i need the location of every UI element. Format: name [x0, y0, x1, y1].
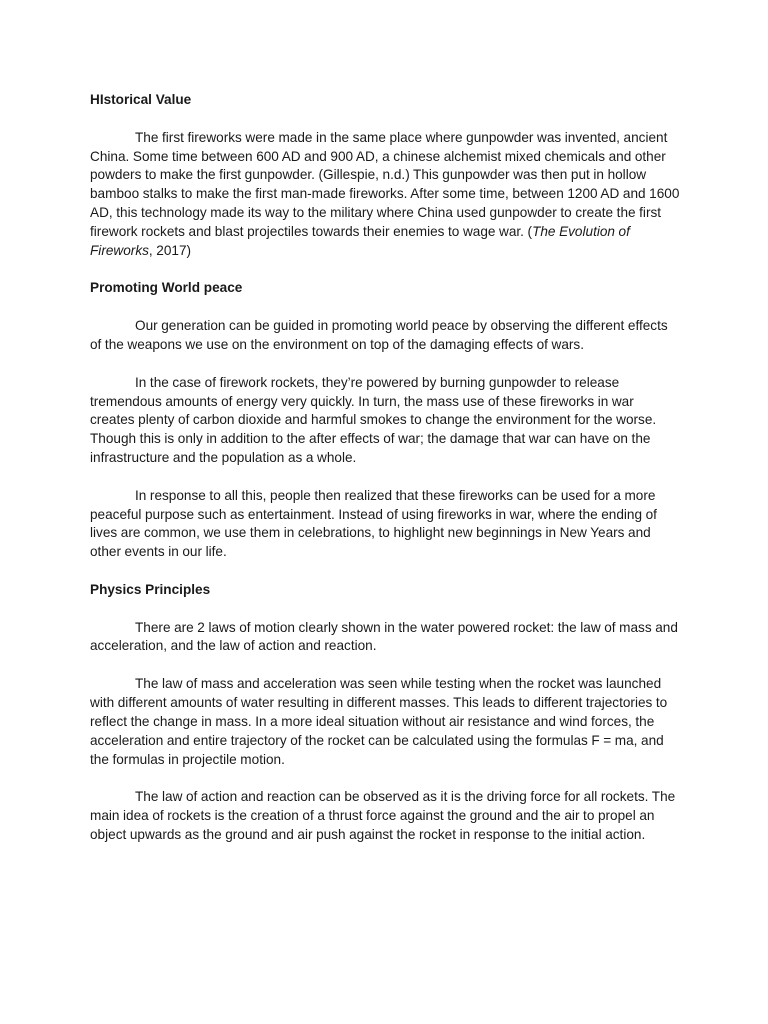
document-body — [90, 91, 680, 845]
section-heading-physics-principles: Physics Principles — [90, 581, 211, 597]
paragraph-mass-and-acceleration: The law of mass and acceleration was seen while testing when the rocket was launched with different amounts of water resulting in different masses. This leads to different trajectories to reflect the change in mass. In a more ideal situation without air resistance and wind forces, the acceleration and entire trajectory of the rocket can be calculated using the formulas F = ma, and the formulas in projectile motion. — [90, 676, 668, 767]
section-heading-promoting-world-peace: Promoting World peace — [90, 280, 243, 296]
paragraph-text: , 2017) — [148, 242, 192, 258]
paragraph-firework-rockets-in-war: In the case of firework rockets, they’re powered by burning gunpowder to release tremendous amounts of energy very quickly. In turn, the mass use of these fireworks in war creates plenty of carbon dioxide and harmful smokes to change the environment for the worse. Though this is only in addition to the after effects of war; the damage that war can have on the infrastructure and the population as a whole. — [90, 374, 657, 466]
citation-title: The Evolution of Fireworks — [90, 223, 630, 258]
paragraph-peaceful-purpose: In response to all this, people then realized that these fireworks can be used for a more peaceful purpose such as entertainment. Instead of using fireworks in war, where the ending of lives are common, we use them in celebrations, to highlight new beginnings in New Years and other events in our life. — [90, 487, 657, 560]
section-heading-historical-value: HIstorical Value — [90, 92, 192, 107]
paragraph-history-of-fireworks — [90, 129, 680, 261]
paragraph-text: The first fireworks were made in the same place where gunpowder was invented, ancient China. Some time between 600 AD and 900 AD, a chinese alchemist mixed chemicals and other powders to make the first gunpowder. (Gillespie, n.d.) This gunpowder was then put in hollow bamboo stalks to make the first man-made fireworks. After some time, between 1200 AD and 1600 AD, this technology made its way to the military where China used gunpowder to create the first firework rockets and blast projectiles towards their enemies to wage war. ( — [90, 129, 680, 239]
paragraph-laws-of-motion: There are 2 laws of motion clearly shown in the water powered rocket: the law of mass and acceleration, and the law of action and reaction. — [90, 619, 678, 654]
paragraph-world-peace-intro: Our generation can be guided in promoting world peace by observing the different effects of the weapons we use on the environment on top of the damaging effects of wars. — [90, 318, 668, 352]
paragraph-action-and-reaction: The law of action and reaction can be observed as it is the driving force for all rockets. The main idea of rockets is the creation of a thrust force against the ground and the air to propel an object upwards as the ground and air push against the rocket in response to the initial action. — [90, 789, 676, 842]
